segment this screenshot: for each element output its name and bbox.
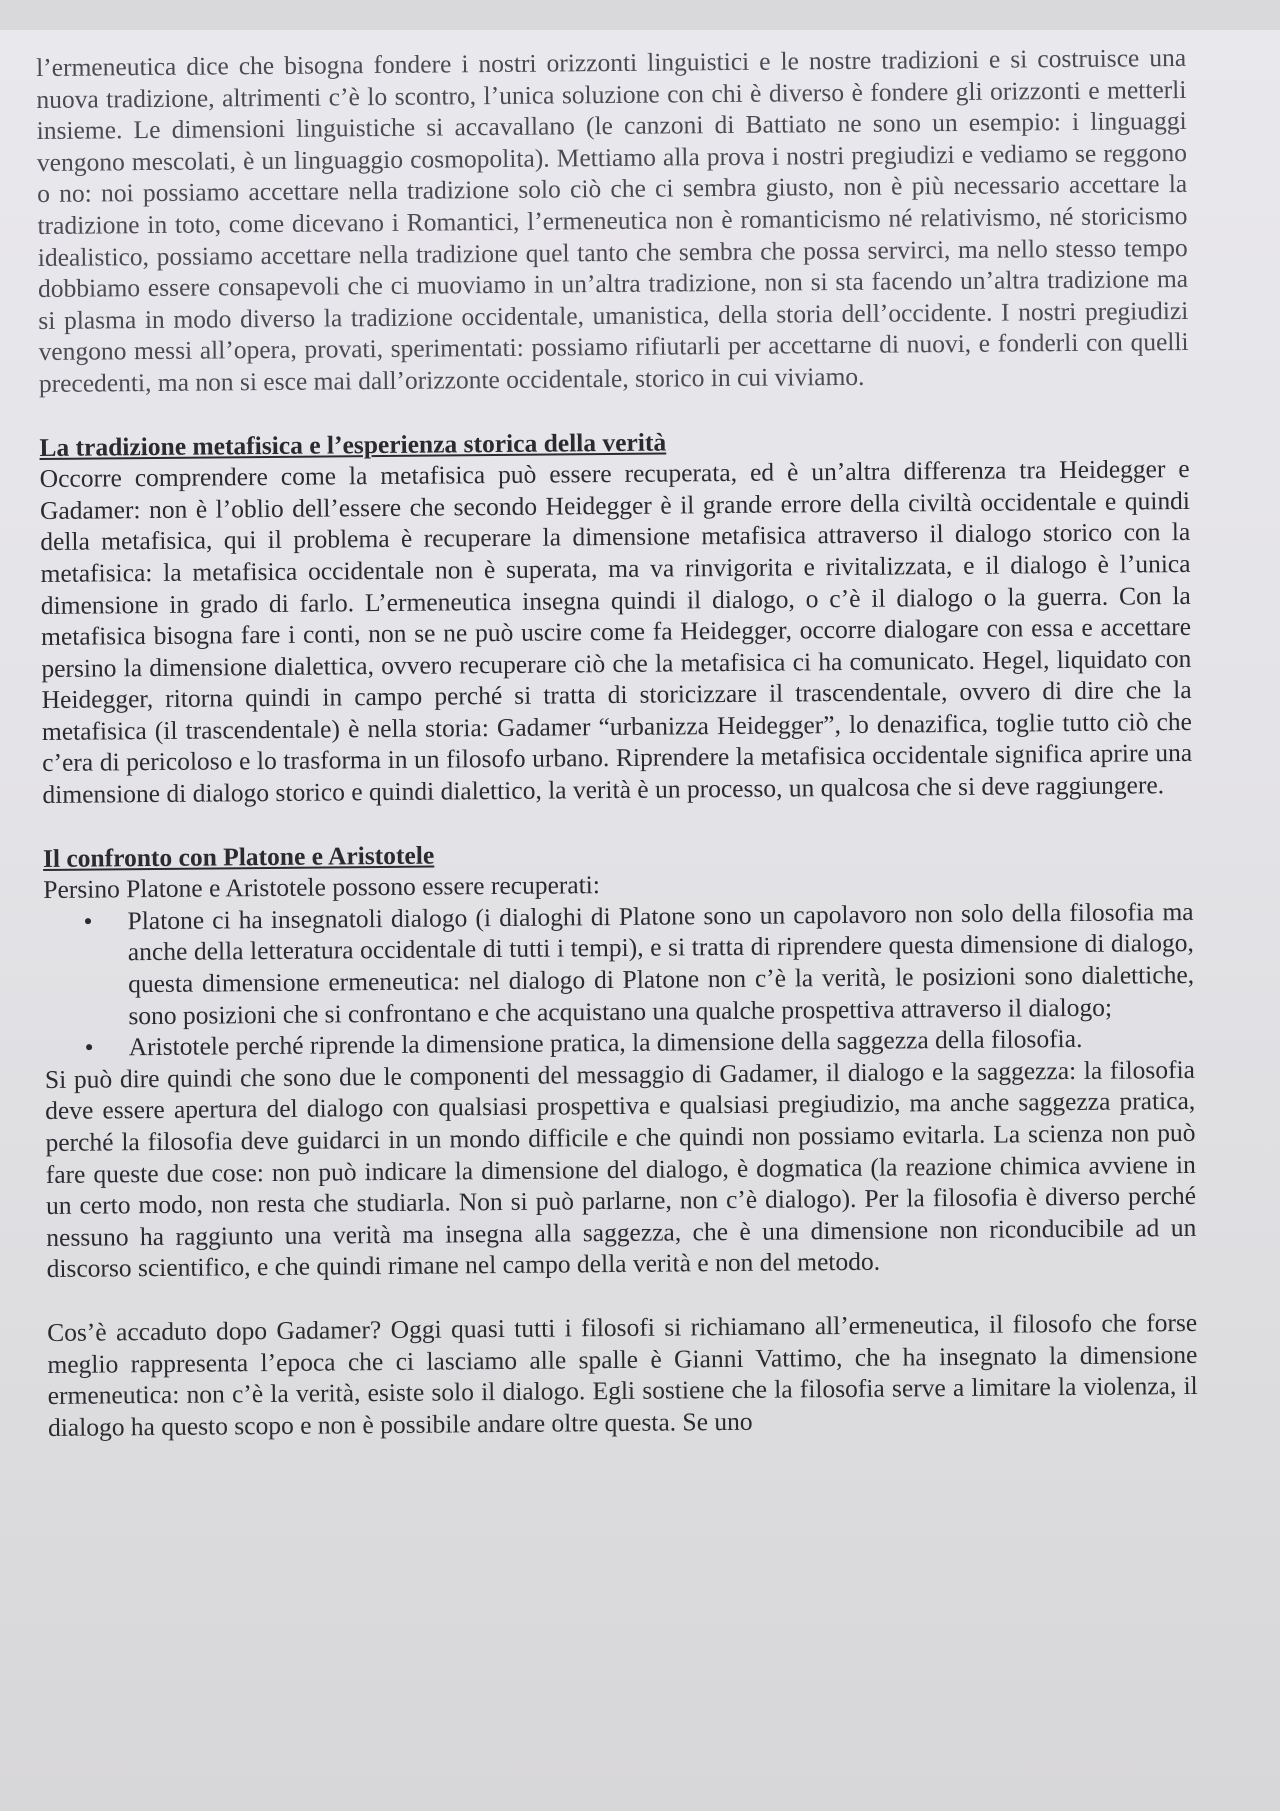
bullet-list [43, 896, 1194, 1064]
section-heading-platone-aristotele: Il confronto con Platone e Aristotele [42, 840, 435, 873]
section-paragraph-gadamer: Si può dire quindi che sono due le componenti del messaggio di Gadamer, il dialogo e la saggezza: la filosofia deve essere apertura del dialogo con qualsiasi prospettiva e qualsiasi pregiudizio, ma anche saggezza pratica, perché la filosofia deve guidarci in un mondo difficile e che quindi non possiamo evitarla. La scienza non può fare queste due cose: non può indicare la dimensione del dialogo, è dogmatica (la reazione chimica avviene in un certo modo, non resta che studiarla. Non si può parlarne, non c’è dialogo). Per la filosofia è diverso perché nessuno ha raggiunto una verità ma insegna alla saggezza, che è una dimensione non riconducibile ad un discorso scientifico, e che quindi rimane nel campo della verità e non del metodo. [44, 1054, 1197, 1284]
closing-paragraph: Cos’è accaduto dopo Gadamer? Oggi quasi tutti i filosofi si richiamano all’ermeneutica, il filosofo che forse meglio rappresenta l’epoca che ci lasciamo alle spalle è Gianni Vattimo, che ha insegnato la dimensione ermeneutica: non c’è la verità, esiste solo il dialogo. Egli sostiene che la filosofia serve a limitare la violenza, il dialogo ha questo scopo e non è possibile andare oltre questa. Se uno [47, 1307, 1198, 1442]
section-intro-platone-aristotele: Persino Platone e Aristotele possono essere recuperati: [43, 870, 601, 905]
section-heading-metafisica: La tradizione metafisica e l’esperienza storica della verità [39, 427, 667, 462]
section-paragraph-metafisica: Occorre comprendere come la metafisica può essere recuperata, ed è un’altra differenza tra Heidegger e Gadamer: non è l’oblio dell’essere che secondo Heidegger è il grande errore della civiltà occidentale e quindi della metafisica, qui il problema è recuperare la dimensione metafisica attraverso il dialogo storico con la metafisica: la metafisica occidentale non è superata, ma va rinvigorita e rivitalizzata, e il dialogo è l’unica dimensione in grado di farlo. L’ermeneutica insegna quindi il dialogo, o c’è il dialogo o la guerra. Con la metafisica bisogna fare i conti, non se ne può uscire come fa Heidegger, occorre dialogare con essa e accettare persino la dimensione dialettica, ovvero recuperare ciò che la metafisica ci ha comunicato. Hegel, liquidato con Heidegger, ritorna quindi in campo perché si tratta di storicizzare il trascendentale, ovvero di dire che la metafisica (il trascendentale) è nella storia: Gadamer “urbanizza Heidegger”, lo denazifica, toglie tutto ciò che c’era di pericoloso e lo trasforma in un filosofo urbano. Riprendere la metafisica occidentale significa aprire una dimensione di dialogo storico e quindi dialettico, la verità è un processo, un qualcosa che si deve raggiungere. [39, 454, 1193, 810]
bullet-item-platone: • Platone ci ha insegnatoli dialogo (i dialoghi di Platone sono un capolavoro non solo della filosofia ma anche della letteratura occidentale di tutti i tempi), e si tratta di riprendere questa dimensione di dialogo, questa dimensione ermeneutica: nel dialogo di Platone non c’è la verità, le posizioni sono dialettiche, sono posizioni che si confrontano e che acquistano una qualche prospettiva attraverso il dialogo; [127, 896, 1194, 1032]
intro-paragraph: l’ermeneutica dice che bisogna fondere i nostri orizzonti linguistici e le nostre tradizioni e si costruisce una nuova tradizione, altrimenti c’è lo scontro, l’unica soluzione con chi è diverso è fondere gli orizzonti e metterli insieme. Le dimensioni linguistiche si accavallano (le canzoni di Battiato ne sono un esempio: i linguaggi vengono mescolati, è un linguaggio cosmopolita). Mettiamo alla prova i nostri pregiudizi e vediamo se reggono o no: noi possiamo accettare nella tradizione solo ciò che ci sembra giusto, non è più necessario accettare la tradizione in toto, come dicevano i Romantici, l’ermeneutica non è romanticismo né relativismo, né storicismo idealistico, possiamo accettare nella tradizione quel tanto che sembra che possa servirci, ma nello stesso tempo dobbiamo essere consapevoli che ci muoviamo in un’altra tradizione, non si sta facendo un’altra tradizione ma si plasma in modo diverso la tradizione occidentale, umanistica, della storia dell’occidente. I nostri pregiudizi vengono messi all’opera, provati, sperimentati: possiamo rifiutarli per accettarne di nuovi, e fonderli con quelli precedenti, ma non si esce mai dall’orizzonte occidentale, storico in cui viviamo. [36, 42, 1189, 398]
document-page [0, 30, 1280, 1811]
bullet-item-aristotele: • Aristotele perché riprende la dimensione pratica, la dimensione della saggezza della filosofia. [129, 1022, 1195, 1063]
document-text [36, 42, 1198, 1443]
